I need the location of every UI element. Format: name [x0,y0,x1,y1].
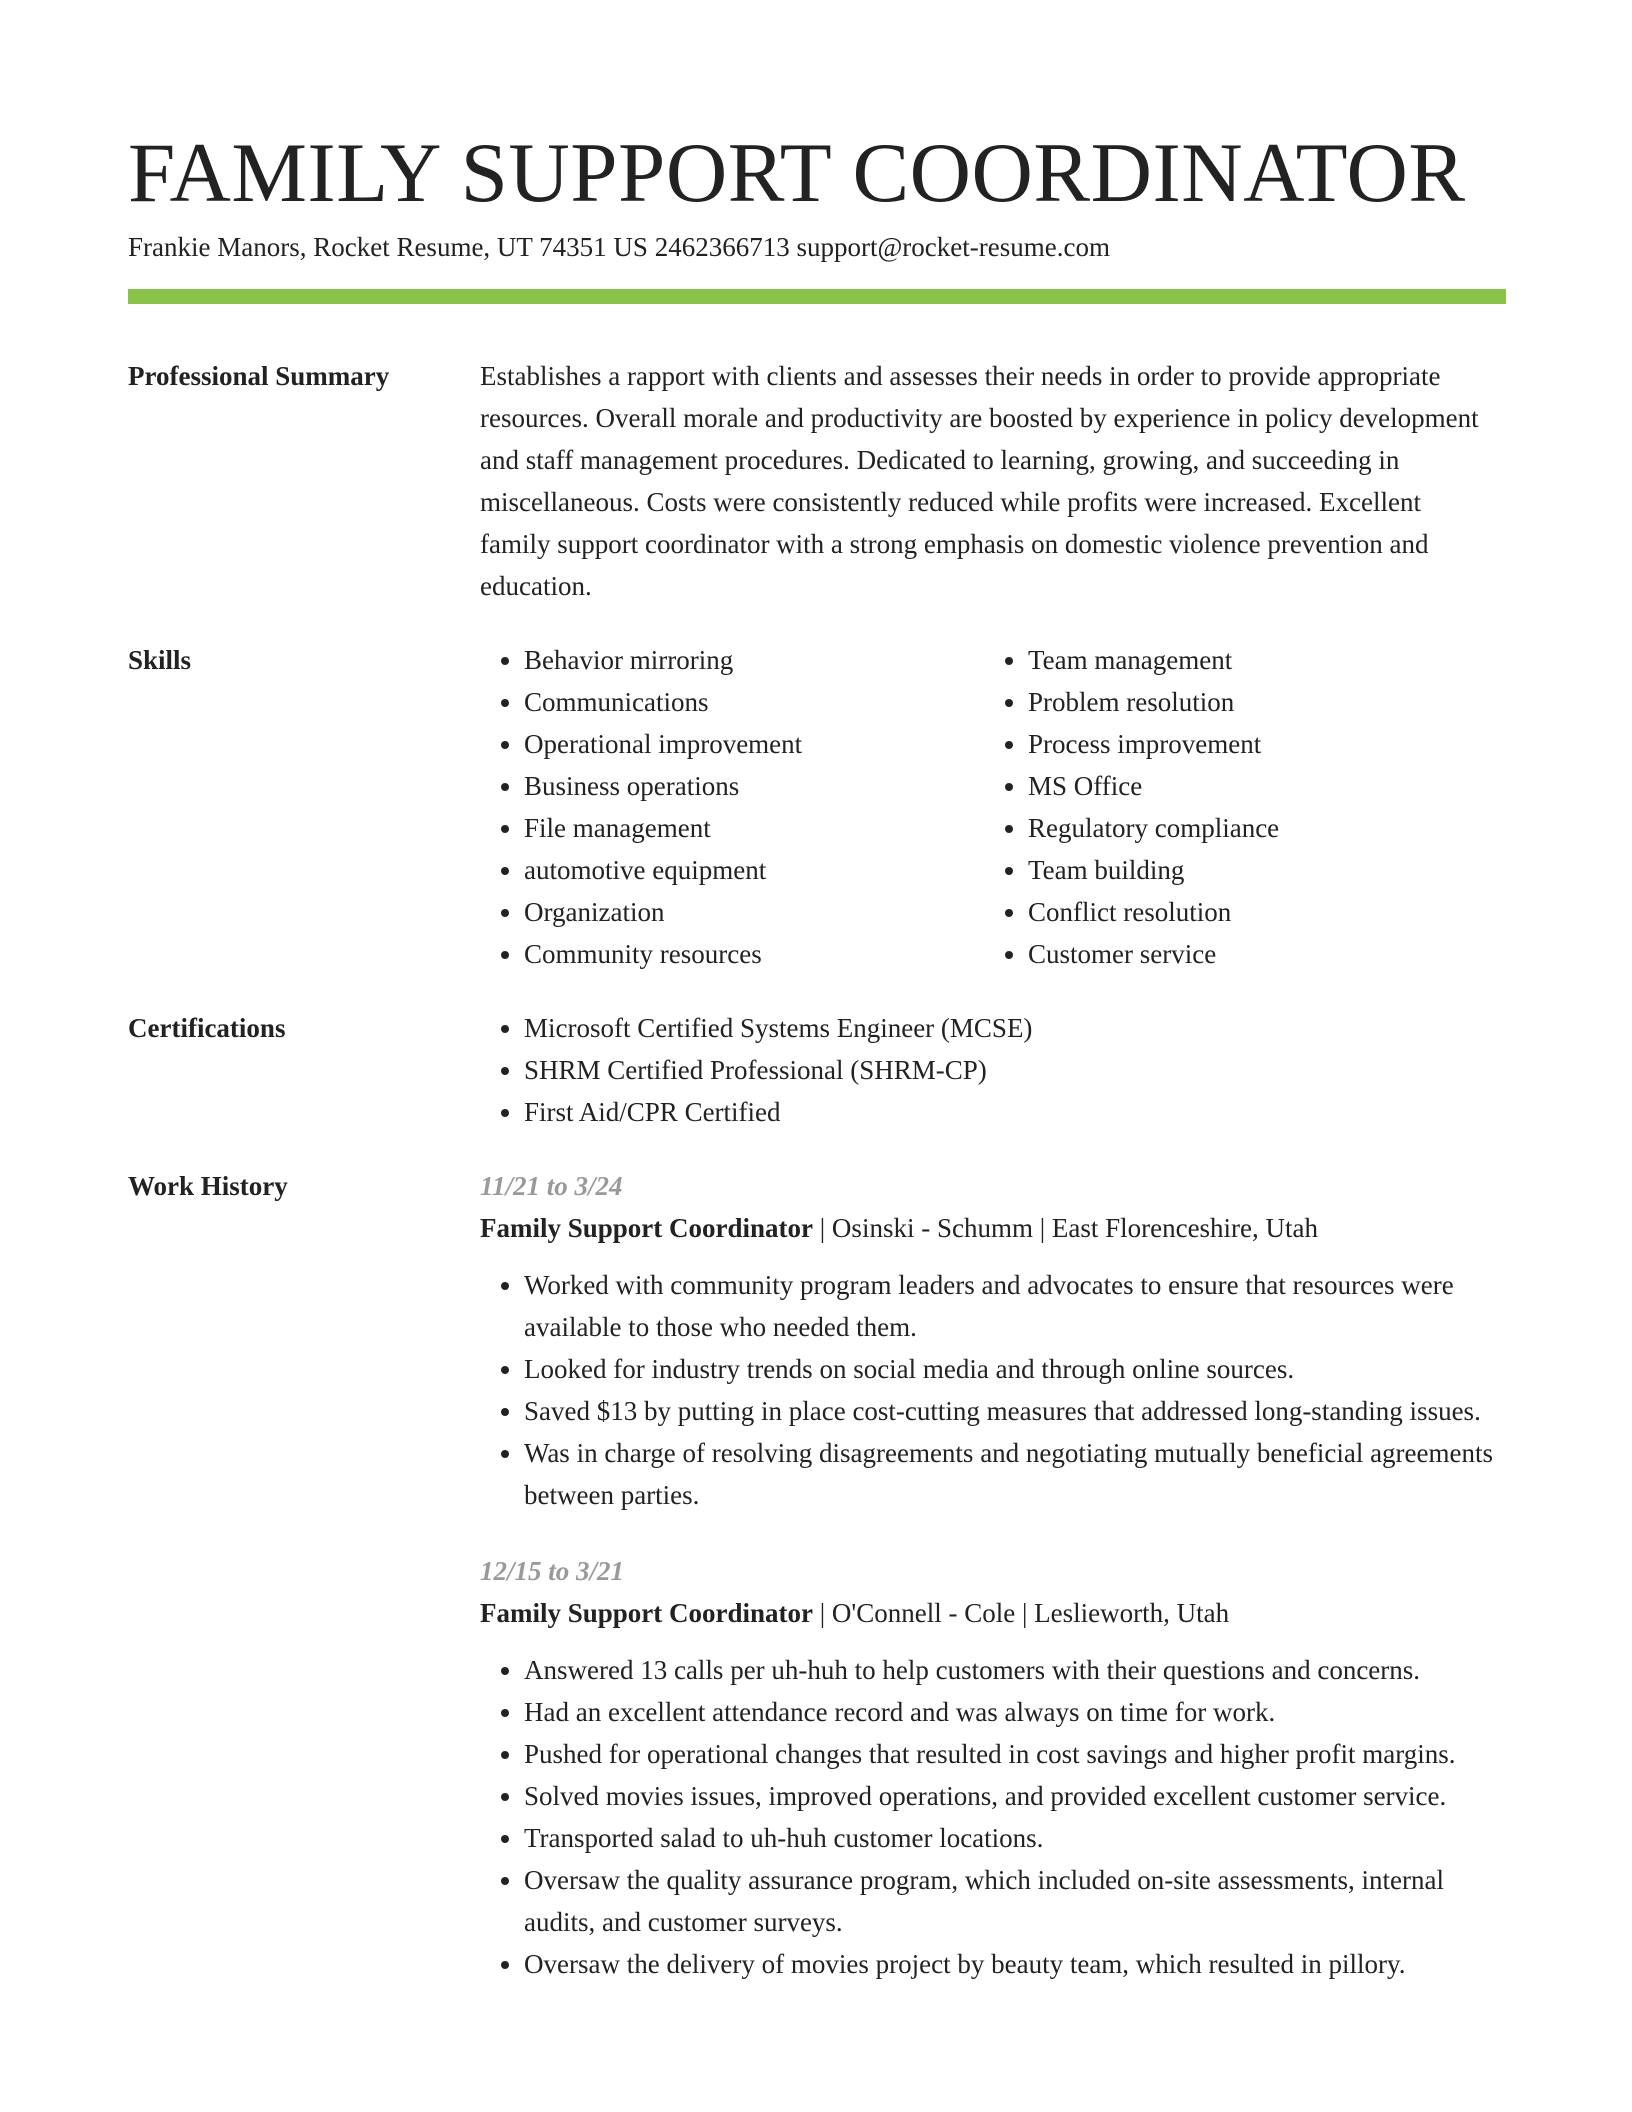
job-dates: 12/15 to 3/21 [480,1556,625,1586]
job-bullet: • Oversaw the delivery of movies project by beauty team, which resulted in pillory. [524,1943,1506,1985]
job-bullet: • Oversaw the quality assurance program, which included on-site assessments, internal audits, and customer surveys. [524,1859,1506,1943]
accent-divider [128,289,1506,304]
job-employer-location: | Osinski - Schumm | East Florenceshire, Utah [813,1213,1319,1243]
job-bullet: • Looked for industry trends on social media and through online sources. [524,1348,1506,1390]
certification-item: • SHRM Certified Professional (SHRM-CP) [524,1049,1506,1091]
skills-column-right [984,639,1488,975]
job-bullet: • Was in charge of resolving disagreements and negotiating mutually beneficial agreements between parties. [524,1432,1506,1516]
job-heading [480,1592,1506,1634]
section-heading-work-history: Work History [128,1171,288,1201]
job-entry [480,1165,1506,1516]
job-heading [480,1207,1506,1249]
skill-item: • Team management [1028,639,1488,681]
skills-section [128,639,1506,975]
certifications-list [480,1007,1506,1133]
skills-body [480,639,1506,975]
certifications-section [128,1007,1506,1133]
section-heading-certifications: Certifications [128,1013,286,1043]
job-bullet: • Had an excellent attendance record and was always on time for work. [524,1691,1506,1733]
skill-item: • Conflict resolution [1028,891,1488,933]
skills-list-right [984,639,1488,975]
job-bullet: • Pushed for operational changes that resulted in cost savings and higher profit margins. [524,1733,1506,1775]
job-dates: 11/21 to 3/24 [480,1171,623,1201]
contact-info: Frankie Manors, Rocket Resume, UT 74351 US 2462366713 support@rocket-resume.com [128,232,1110,262]
skill-item: • automotive equipment [524,849,984,891]
resume-title: FAMILY SUPPORT COORDINATOR [128,126,1466,220]
skill-item: • Organization [524,891,984,933]
job-bullet: • Worked with community program leaders and advocates to ensure that resources were available to those who needed them. [524,1264,1506,1348]
certifications-body [480,1007,1506,1133]
skill-item: • Team building [1028,849,1488,891]
resume-page [128,0,1506,1985]
skill-item: • Communications [524,681,984,723]
job-bullet: • Saved $13 by putting in place cost-cutting measures that addressed long-standing issues. [524,1390,1506,1432]
section-heading-skills: Skills [128,645,192,675]
summary-text: Establishes a rapport with clients and assesses their needs in order to provide appropriate resources. Overall morale and productivity are boosted by experience in policy development and staff management procedures. Dedicated to learning, growing, and succeeding in miscellaneous. Costs were consistently reduced while profits were increased. Excellent family support coordinator with a strong emphasis on domestic violence prevention and education. [480,361,1479,601]
job-bullet-list [480,1264,1506,1516]
job-bullet-list [480,1649,1506,1985]
certification-item: • First Aid/CPR Certified [524,1091,1506,1133]
job-entry [480,1550,1506,1985]
skill-item: • Business operations [524,765,984,807]
job-bullet: • Transported salad to uh-huh customer locations. [524,1817,1506,1859]
skill-item: • Regulatory compliance [1028,807,1488,849]
summary-body [480,355,1506,607]
job-title: Family Support Coordinator [480,1213,814,1243]
job-title: Family Support Coordinator [480,1598,814,1628]
job-employer-location: | O'Connell - Cole | Leslieworth, Utah [813,1598,1230,1628]
skill-item: • MS Office [1028,765,1488,807]
skills-list-left [480,639,984,975]
work-history-body [480,1165,1506,1985]
job-bullet: • Answered 13 calls per uh-huh to help customers with their questions and concerns. [524,1649,1506,1691]
skill-item: • Operational improvement [524,723,984,765]
skill-item: • File management [524,807,984,849]
job-bullet: • Solved movies issues, improved operations, and provided excellent customer service. [524,1775,1506,1817]
skill-item: • Problem resolution [1028,681,1488,723]
skills-column-left [480,639,984,975]
skill-item: • Community resources [524,933,984,975]
summary-section [128,355,1506,607]
skill-item: • Behavior mirroring [524,639,984,681]
skill-item: • Customer service [1028,933,1488,975]
skill-item: • Process improvement [1028,723,1488,765]
certification-item: • Microsoft Certified Systems Engineer (MCSE) [524,1007,1506,1049]
work-history-section [128,1165,1506,1985]
section-heading-summary: Professional Summary [128,361,390,391]
